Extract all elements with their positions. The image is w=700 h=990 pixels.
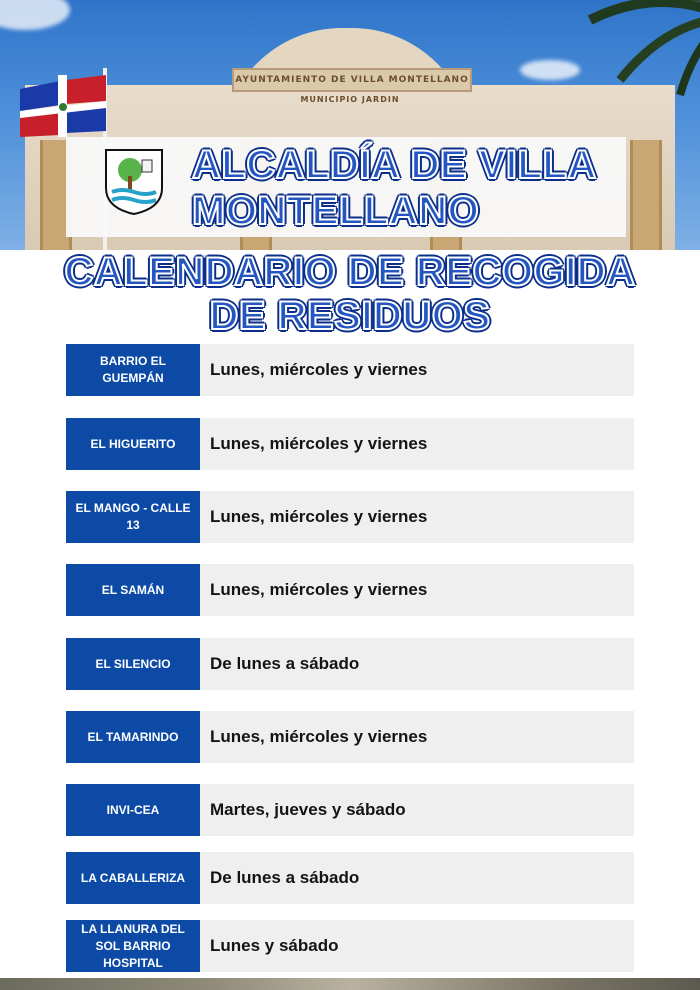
title-line-1: ALCALDÍA DE VILLA — [192, 143, 597, 187]
footer-photo-strip — [0, 978, 700, 990]
municipal-logo-icon — [104, 148, 164, 216]
collection-days: De lunes a sábado — [200, 852, 634, 904]
collection-days: Lunes, miércoles y viernes — [200, 564, 634, 616]
page-subtitle — [40, 250, 660, 338]
schedule-row — [66, 711, 634, 763]
schedule-row — [66, 418, 634, 470]
schedule-row — [66, 491, 634, 543]
schedule-row — [66, 564, 634, 616]
neighborhood-label: BARRIO EL GUEMPÁN — [66, 344, 200, 396]
building-column — [630, 140, 662, 250]
collection-days: Lunes, miércoles y viernes — [200, 344, 634, 396]
neighborhood-label: EL TAMARINDO — [66, 711, 200, 763]
schedule-row — [66, 344, 634, 396]
subtitle-line-1: CALENDARIO DE RECOGIDA — [64, 250, 636, 294]
schedule-row — [66, 784, 634, 836]
subtitle-line-2: DE RESIDUOS — [209, 294, 491, 338]
neighborhood-label: LA LLANURA DEL SOL BARRIO HOSPITAL — [66, 920, 200, 972]
neighborhood-label: INVI-CEA — [66, 784, 200, 836]
collection-days: De lunes a sábado — [200, 638, 634, 690]
schedule-row — [66, 638, 634, 690]
page-title — [192, 142, 612, 234]
collection-days: Lunes, miércoles y viernes — [200, 418, 634, 470]
building-sign: AYUNTAMIENTO DE VILLA MONTELLANO — [232, 68, 472, 92]
collection-days: Lunes, miércoles y viernes — [200, 711, 634, 763]
collection-days: Lunes, miércoles y viernes — [200, 491, 634, 543]
neighborhood-label: EL MANGO - CALLE 13 — [66, 491, 200, 543]
schedule-row — [66, 920, 634, 972]
neighborhood-label: EL SAMÁN — [66, 564, 200, 616]
collection-days: Martes, jueves y sábado — [200, 784, 634, 836]
title-line-2: MONTELLANO — [192, 189, 480, 233]
palm-tree-icon — [550, 0, 700, 100]
neighborhood-label: EL SILENCIO — [66, 638, 200, 690]
schedule-row — [66, 852, 634, 904]
dominican-flag-icon — [20, 75, 106, 137]
building-sign-subtitle: MUNICIPIO JARDIN — [300, 95, 400, 104]
neighborhood-label: EL HIGUERITO — [66, 418, 200, 470]
neighborhood-label: LA CABALLERIZA — [66, 852, 200, 904]
collection-days: Lunes y sábado — [200, 920, 634, 972]
